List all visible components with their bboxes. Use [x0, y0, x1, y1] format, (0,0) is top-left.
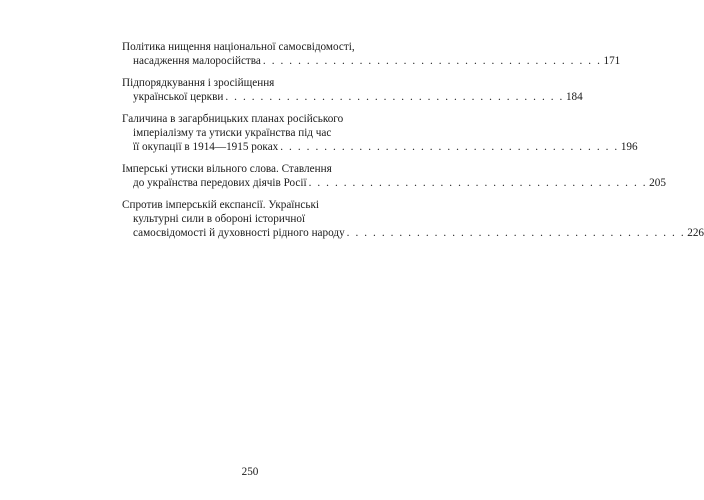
- toc-entry-last-line: [122, 140, 638, 154]
- dot-leader: . . . . . . . . . . . . . . . . . . . . . . . . . . . . . . . . . . . . . . .: [225, 91, 564, 104]
- page-number: 250: [241, 466, 259, 478]
- toc-entry-last-line: [122, 176, 666, 190]
- toc-entry-page: 226: [687, 227, 704, 240]
- toc-entry-last-line: [122, 90, 583, 104]
- toc-entry-title-line: її окупації в 1914—1915 роках: [133, 141, 279, 154]
- toc-entry-page: 196: [620, 141, 638, 154]
- toc-entry-page: 205: [649, 177, 666, 190]
- toc-entry-last-line: [122, 54, 621, 68]
- toc-entry-title-line: української церкви: [133, 91, 224, 104]
- toc-entry-last-line: [122, 226, 704, 240]
- toc-entry-title-line: насадження малоросійства: [133, 55, 261, 68]
- toc-entry-title-line: Підпорядкування і зросійщення: [122, 76, 275, 89]
- dot-leader: . . . . . . . . . . . . . . . . . . . . . . . . . . . . . . . . . . . . . . .: [346, 227, 686, 240]
- dot-leader: . . . . . . . . . . . . . . . . . . . . . . . . . . . . . . . . . . . . . . .: [262, 55, 602, 68]
- toc-entry-title-line: до українства передових діячів Росії: [133, 177, 307, 190]
- dot-leader: . . . . . . . . . . . . . . . . . . . . . . . . . . . . . . . . . . . . . . .: [280, 141, 619, 154]
- toc-entry-title-line: Імперські утиски вільного слова. Ставлення: [122, 162, 332, 175]
- toc-entry: [122, 112, 638, 155]
- toc-entry: [122, 40, 621, 69]
- toc-entry-page: 184: [565, 91, 583, 104]
- toc-entry: [122, 162, 666, 191]
- toc-entry-title-line: Спротив імперській експансії. Українські: [122, 198, 320, 211]
- toc-entry-title-line: культурні сили в обороні історичної: [133, 213, 306, 226]
- dot-leader: . . . . . . . . . . . . . . . . . . . . . . . . . . . . . . . . . . . . . . .: [308, 177, 648, 190]
- toc-entry-title-line: Політика нищення національної самосвідомості,: [122, 41, 355, 53]
- toc-entry-page: 171: [603, 55, 621, 68]
- toc-entry: [122, 76, 583, 105]
- toc-entry-title-line: самосвідомості й духовності рідного народу: [133, 227, 345, 240]
- toc-entry: [122, 198, 704, 241]
- toc-entry-title-line: Галичина в загарбницьких планах російського: [122, 112, 344, 125]
- table-of-contents: [122, 40, 704, 248]
- toc-entry-title-line: імперіалізму та утиски українства під час: [133, 127, 332, 140]
